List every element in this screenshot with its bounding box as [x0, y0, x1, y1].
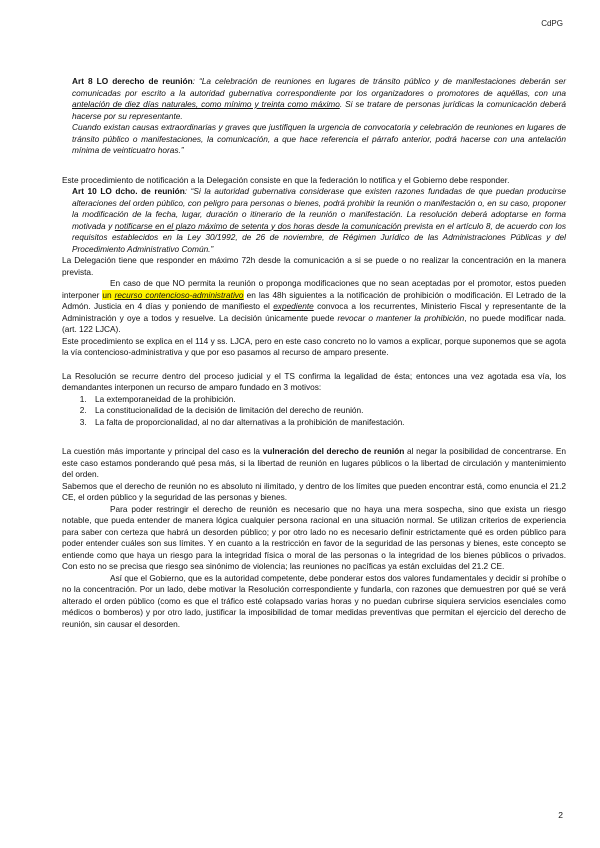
quote-art-8: Art 8 LO derecho de reunión: “La celebración de reuniones en lugares de tránsito público y de manifestaciones deberán ser comunicadas por escrito a la autoridad gubernativa correspondiente por los organizadores o promotores de aquéllas, con una antelación de diez días naturales, como mínimo y treinta como máximo. Si se tratare de personas jurídicas la comunicación deberá hacerse por su representante.: [72, 76, 566, 121]
paragraph-notificacion: Este procedimiento de notificación a la Delegación consiste en que la federación lo notifica y el Gobierno debe responder.: [62, 174, 510, 185]
page-number: 2: [558, 810, 563, 820]
list-item: 1. La extemporaneidad de la prohibición.: [89, 394, 566, 406]
highlighted-text: un: [102, 289, 115, 300]
paragraph-cuestion: La cuestión más importante y principal del caso es la vulneración del derecho de reunión al negar la posibilidad de concentrarse. En este caso estamos ponderando qué pesa más, si la libertad de reunión en lugares públicos o la libertad de circulación y mantenimiento del orden.: [62, 446, 567, 479]
paragraph-procedimiento: Este procedimiento se explica en el 114 y ss. LJCA, pero en este caso concreto no lo vamos a explicar, porque suponemos que se agota la vía contencioso-administrativa y que por eso pasamos al recurso de amparo presente.: [62, 335, 566, 357]
quote-art-10-label: Art 10 LO dcho. de reunión: [72, 186, 185, 196]
quote-art-10: Art 10 LO dcho. de reunión: “Si la autoridad gubernativa considerase que existen razones fundadas de que puedan producirse alteraciones del orden público, con peligro para personas o bienes, podrá prohibir la reunión o manifestación o, en su caso, proponer la modificación de la fecha, lugar, duración o itinerario de la reunión o manifestación. La resolución deberá adoptarse en forma motivada y notificarse en el plazo máximo de setenta y dos horas desde la comunicación prevista en el artículo 8, de acuerdo con los requisitos establecidos en la Ley 30/1992, de 26 de noviembre, de Régimen Jurídico de las Administraciones Públicas y del Procedimiento Administrativo Común.”: [72, 186, 566, 254]
bold-text: vulneración del derecho de reunión: [262, 446, 405, 456]
list-item: 3. La falta de proporcionalidad, al no dar alternativas a la prohibición de manifestación.: [89, 417, 566, 429]
underlined-text: antelación de diez días naturales, como mínimo y treinta como máximo: [72, 99, 340, 109]
header-label: CdPG: [541, 19, 563, 28]
paragraph-limites: Sabemos que el derecho de reunión no es absoluto ni ilimitado, y dentro de los límites que pueden encontrar está, como enuncia el 21.2 CE, el orden público y la seguridad de las personas y bienes.: [62, 480, 566, 502]
quote-art-8-label: Art 8 LO derecho de reunión: [72, 76, 193, 86]
paragraph-resolucion: La Resolución se recurre dentro del proceso judicial y el TS confirma la legalidad de ésta; entonces una vez agotada esa vía, los demandantes interponen un recurso de amparo fundado en 3 motivos:: [62, 370, 566, 392]
motivos-list: [62, 394, 566, 429]
paragraph-gobierno: Así que el Gobierno, que es la autoridad competente, debe ponderar estos dos valores fundamentales y decidir si prohíbe o no la concentración. Por un lado, debe motivar la Resolución correspondiente y fundarla, con razones que demuestren por qué se verá alterado el orden público (como es que el tráfico esté colapsado varias horas y no puedan cubrirse siquiera servicios esenciales como médicos o bomberos) y por otro lado, justificar la imposibilidad de tomar medidas preventivas que permitan el ejercicio del derecho de reunión, sin causar el desorden.: [62, 572, 566, 629]
highlighted-underlined-text: recurso contencioso-administrativo: [114, 289, 244, 300]
paragraph-restringir: Para poder restringir el derecho de reunión es necesario que no haya una mera sospecha, sino que exista un riesgo notable, que pueda entender de manera lógica cualquier persona racional en una situación normal. Se utilizan criterios de experiencia para saber con certeza que habrá un desorden público; y por otro lado no es necesario definir estrictamente qué es orden público para poder entender cuáles son sus límites. Y en cuanto a la restricción en favor de la seguridad de las personas y bienes, este concepto se entiende como que haya un riesgo para la integridad física o moral de las personas o la integridad de los bienes públicos o privados. Con esto no se precisa que riesgo sea sinónimo de violencia; las reuniones no pacíficas ya están excluidas del 21.2 CE.: [62, 503, 566, 571]
quote-art-8-cont: Cuando existan causas extraordinarias y graves que justifiquen la urgencia de convocatoria y celebración de reuniones en lugares de tránsito público o manifestaciones, la comunicación, a que hace referencia el párrafo anterior, podrá hacerse con una antelación mínima de veinticuatro horas.”: [72, 122, 566, 155]
paragraph-recurso: En caso de que NO permita la reunión o proponga modificaciones que no sean aceptadas por el promotor, estos pueden interponer un recurso contencioso-administrativo en las 48h siguientes a la notificación de prohibición o modificación. El Letrado de la Admón. Justicia en 4 días y poniendo de manifiesto el expediente convoca a los recurrentes, Ministerio Fiscal y representante de la Administración y oye a todos y resuelve. La decisión únicamente puede revocar o mantener la prohibición, no puede modificar nada. (art. 122 LJCA).: [62, 278, 567, 334]
underlined-text: notificarse en el plazo máximo de setenta y dos horas desde la comunicación: [114, 220, 402, 231]
underlined-text: expediente: [273, 301, 314, 311]
list-item: 2. La constitucionalidad de la decisión de limitación del derecho de reunión.: [89, 405, 566, 417]
paragraph-delegacion: La Delegación tiene que responder en máximo 72h desde la comunicación a si se puede o no realizar la concentración en la manera prevista.: [62, 255, 566, 277]
document-body: [62, 76, 566, 630]
